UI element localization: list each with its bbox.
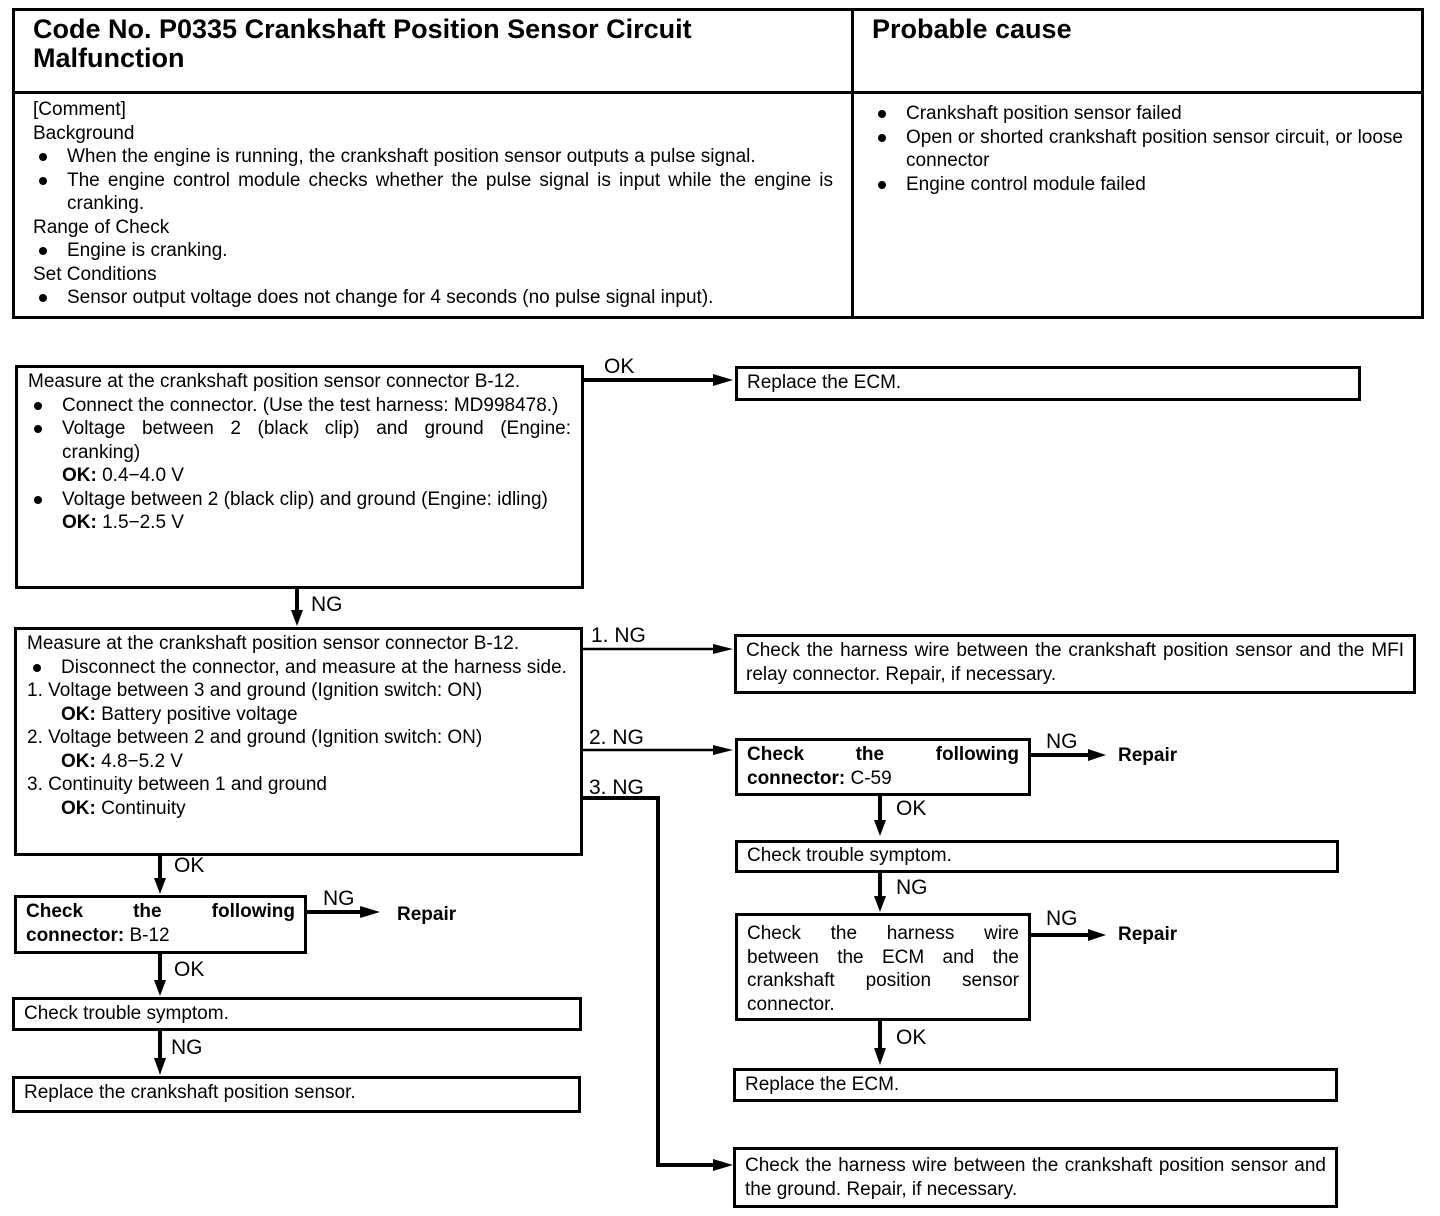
ng2-label: 2. NG <box>589 726 644 749</box>
cause-item: Engine control module failed <box>872 173 1403 197</box>
set-label: Set Conditions <box>33 263 157 285</box>
check-connector-b12-box: Check the following connector: B-12 <box>14 895 307 954</box>
comment-tag: [Comment] <box>33 99 126 120</box>
step2-title: Measure at the crankshaft position sensor connector B-12. <box>27 633 520 654</box>
step2-item: 3. Continuity between 1 and ground <box>27 774 327 795</box>
harness-ecm-box: Check the harness wire between the ECM and the crankshaft position sensor connector. <box>735 913 1031 1021</box>
background-item: The engine control module checks whether the pulse signal is input while the engine is cranking. <box>33 169 833 216</box>
range-item: Engine is cranking. <box>33 239 833 263</box>
step2-item: 1. Voltage between 3 and ground (Ignition switch: ON) <box>27 680 483 701</box>
ng-label: NG <box>171 1036 203 1059</box>
background-label: Background <box>33 122 135 144</box>
check-connector-c59-box: Check the following connector: C-59 <box>735 738 1031 796</box>
step1-ok: OK: 1.5−2.5 V <box>62 512 184 533</box>
step1-ok: OK: 0.4−4.0 V <box>62 465 184 486</box>
ng1-label: 1. NG <box>591 624 646 647</box>
repair-label: Repair <box>1118 924 1178 945</box>
step1-measure-box <box>15 365 584 589</box>
ng-label: NG <box>311 593 343 616</box>
step1-item: Voltage between 2 (black clip) and ground (Engine: cranking) <box>28 417 571 464</box>
probable-cause-title: Probable cause <box>853 10 1423 93</box>
ok-label: OK <box>174 958 205 981</box>
ng-label: NG <box>1046 730 1078 753</box>
ok-label: OK <box>604 355 635 378</box>
step2-ok: OK: Battery positive voltage <box>61 703 298 725</box>
replace-ecm-box-2: Replace the ECM. <box>733 1068 1338 1102</box>
step1-item: Voltage between 2 (black clip) and ground (Engine: idling) <box>28 488 571 512</box>
step1-item: Connect the connector. (Use the test harness: MD998478.) <box>28 394 571 418</box>
set-item: Sensor output voltage does not change for 4 seconds (no pulse signal input). <box>33 286 833 310</box>
ok-label: OK <box>896 1026 927 1049</box>
replace-ecm-box: Replace the ECM. <box>735 366 1361 401</box>
step2-item: 2. Voltage between 2 and ground (Ignition switch: ON) <box>27 727 483 748</box>
step1-title: Measure at the crankshaft position sensor connector B-12. <box>28 371 521 392</box>
background-item: When the engine is running, the crankshaft position sensor outputs a pulse signal. <box>33 145 833 169</box>
step2-ok: OK: 4.8−5.2 V <box>61 750 183 772</box>
repair-label: Repair <box>1118 745 1178 766</box>
step2-ok: OK: Continuity <box>61 797 186 819</box>
cause-item: Open or shorted crankshaft position sensor circuit, or loose connector <box>872 126 1403 173</box>
ok-label: OK <box>896 797 927 820</box>
range-label: Range of Check <box>33 216 170 238</box>
ok-label: OK <box>174 854 205 877</box>
code-title: Code No. P0335 Crankshaft Position Sensor Circuit Malfunction <box>14 10 853 93</box>
replace-sensor-box: Replace the crankshaft position sensor. <box>12 1076 581 1113</box>
step2-measure-box <box>14 627 583 856</box>
ng-label: NG <box>1046 907 1078 930</box>
ng3-label: 3. NG <box>589 776 644 799</box>
repair-label: Repair <box>397 904 457 925</box>
check-trouble-box: Check trouble symptom. <box>735 840 1339 873</box>
check-trouble-box-2: Check trouble symptom. <box>12 997 582 1031</box>
cause-item: Crankshaft position sensor failed <box>872 102 1403 126</box>
ng-label: NG <box>896 876 928 899</box>
harness-ground-box: Check the harness wire between the crankshaft position sensor and the ground. Repair, if necessary. <box>733 1147 1338 1208</box>
ng-label: NG <box>323 887 355 910</box>
step2-item: Disconnect the connector, and measure at the harness side. <box>27 656 570 680</box>
harness-mfi-box: Check the harness wire between the crankshaft position sensor and the MFI relay connector. Repair, if necessary. <box>734 634 1416 694</box>
